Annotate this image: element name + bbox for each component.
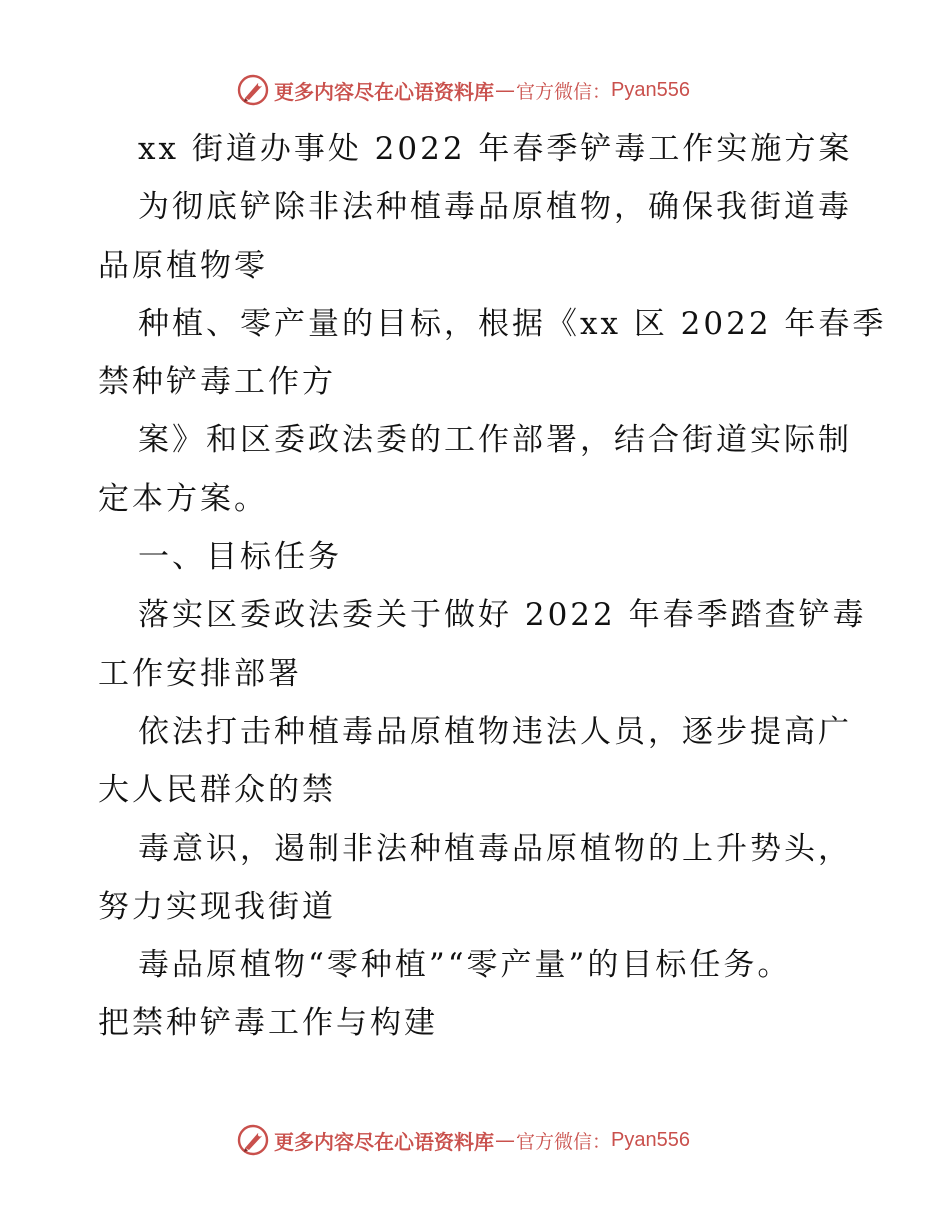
watermark-wechat-id: Pyan556 <box>611 1128 690 1151</box>
watermark-dash: — <box>495 78 515 102</box>
watermark-dash: — <box>495 1128 515 1152</box>
watermark-footer <box>236 1123 690 1157</box>
paragraph-line: 努力实现我街道 <box>98 888 336 925</box>
watermark-site-text: 更多内容尽在心语资料库 <box>274 79 494 104</box>
paragraph-line: 毒品原植物“零种植”“零产量”的目标任务。 <box>138 947 792 984</box>
watermark-header <box>236 73 690 107</box>
paragraph-line: 工作安排部署 <box>98 655 302 692</box>
watermark-wechat-label: 官方微信： <box>516 80 612 103</box>
document-body <box>98 120 887 1053</box>
watermark-wechat-label: 官方微信： <box>516 1130 612 1153</box>
paragraph-line: 品原植物零 <box>98 247 268 284</box>
paragraph-line: 定本方案。 <box>98 480 268 517</box>
paragraph-line: 禁种铲毒工作方 <box>98 364 336 401</box>
watermark-site-text: 更多内容尽在心语资料库 <box>274 1129 494 1154</box>
section-heading: 一、目标任务 <box>138 539 342 576</box>
pen-logo-icon <box>236 1123 270 1157</box>
paragraph-line: 把禁种铲毒工作与构建 <box>98 1005 438 1042</box>
paragraph-line: 为彻底铲除非法种植毒品原植物，确保我街道毒 <box>138 189 852 226</box>
pen-logo-icon <box>236 73 270 107</box>
paragraph-line: 毒意识，遏制非法种植毒品原植物的上升势头， <box>138 830 852 867</box>
watermark-wechat-id: Pyan556 <box>611 78 690 101</box>
paragraph-line: 依法打击种植毒品原植物违法人员，逐步提高广 <box>138 713 852 750</box>
paragraph-line: 大人民群众的禁 <box>98 772 336 809</box>
paragraph-line: 案》和区委政法委的工作部署，结合街道实际制 <box>138 422 852 459</box>
document-title: xx 街道办事处 2022 年春季铲毒工作实施方案 <box>138 131 853 167</box>
paragraph-line: 落实区委政法委关于做好 2022 年春季踏查铲毒 <box>138 597 867 634</box>
paragraph-line: 种植、零产量的目标，根据《xx 区 2022 年春季 <box>138 305 887 342</box>
